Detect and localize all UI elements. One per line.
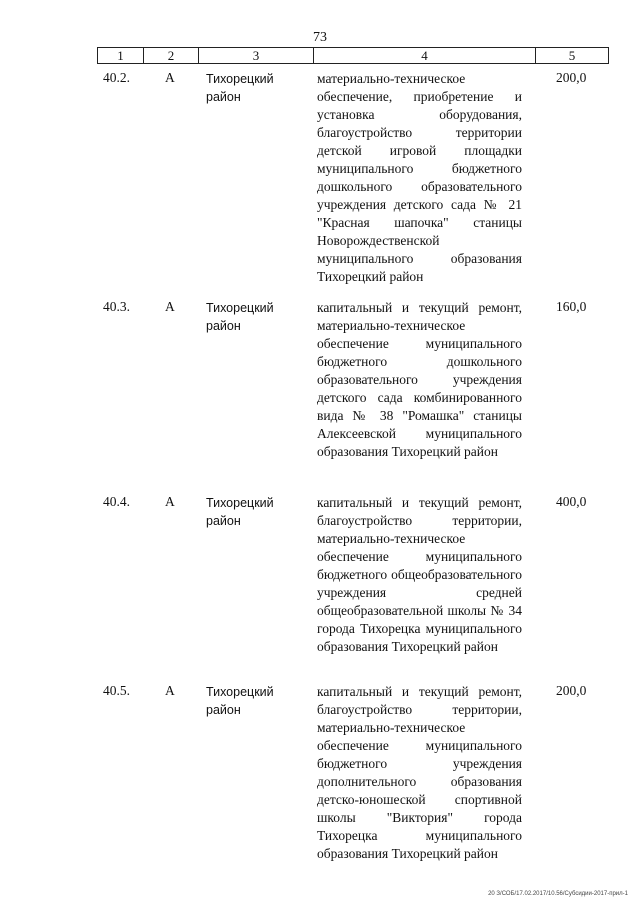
row-category: А [165,299,175,314]
row-amount: 400,0 [556,494,587,509]
row-number: 40.2. [103,70,130,85]
row-amount: 200,0 [556,70,587,85]
row-amount: 160,0 [556,299,587,314]
footer-file-reference: 20 З/СОБ/17.02.2017/10.56/Субсидии-2017-прил-1 [488,891,628,897]
row-description: капитальный и текущий ремонт, благоустройство территории, материально-техническое обеспечение муниципального бюджетного учреждения дополнительного образования детско-юношеской спортивной школы "Виктория" города Тихорецка муниципального образования Тихорецкий район [317,684,522,861]
page-number: 73 [313,30,327,45]
header-cell-4: 4 [314,48,536,63]
header-cell-1: 1 [98,48,144,63]
row-amount: 200,0 [556,683,587,698]
row-category: А [165,494,175,509]
row-district: Тихорецкий район [206,685,274,717]
row-district: Тихорецкий район [206,301,274,333]
row-district: Тихорецкий район [206,496,274,528]
header-cell-5: 5 [568,48,576,63]
row-district: Тихорецкий район [206,72,274,104]
row-number: 40.3. [103,299,130,314]
header-cell-2: 2 [144,48,199,63]
row-number: 40.4. [103,494,130,509]
row-number: 40.5. [103,683,130,698]
row-category: А [165,70,175,85]
table-header [97,47,609,64]
row-description: материально-техническое обеспечение, приобретение и установка оборудования, благоустройство территории детской игровой площадки муниципального бюджетного дошкольного образовательного учреждения детского сада № 21 "Красная шапочка" станицы Новорождественской муниципального образования Тихорецкий район [317,71,522,284]
row-category: А [165,683,175,698]
row-description: капитальный и текущий ремонт, материально-техническое обеспечение муниципального бюджетного дошкольного образовательного учреждения детского сада комбинированного вида № 38 "Ромашка" станицы Алексеевской муниципального образования Тихорецкий район [317,300,522,459]
header-cell-3: 3 [199,48,314,63]
row-description: капитальный и текущий ремонт, благоустройство территории, материально-техническое обеспечение муниципального бюджетного общеобразовательного учреждения средней общеобразовательной школы № 34 города Тихорецка муниципального образования Тихорецкий район [317,495,522,654]
